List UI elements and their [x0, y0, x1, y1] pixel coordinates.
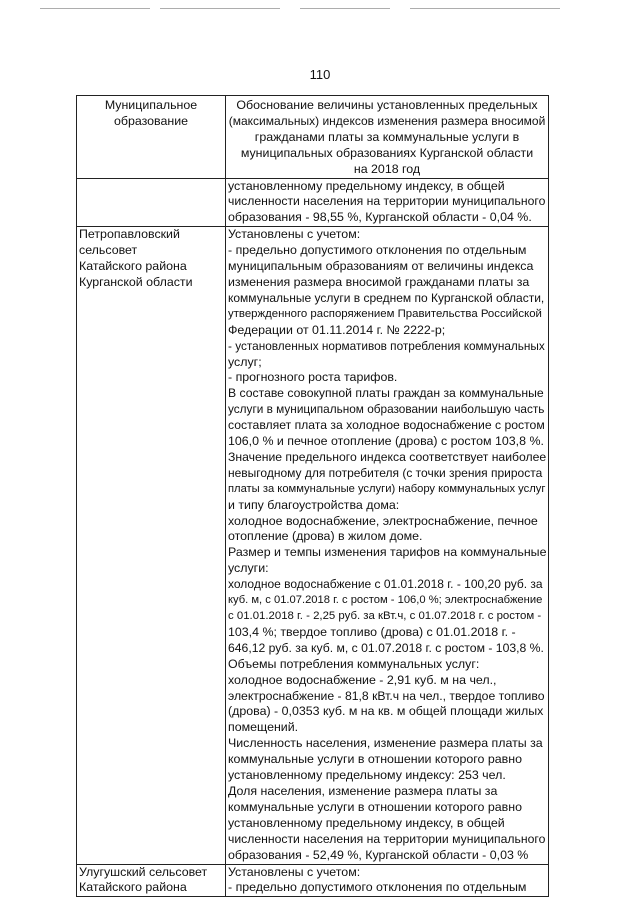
text-line: коммунальные услуги в отношении которого равно: [228, 752, 522, 767]
text-line: платы за коммунальные услуги) набору коммунальных услуг: [228, 482, 546, 495]
justification-cell: [226, 178, 549, 227]
text-line: коммунальные услуги в отношении которого равно: [228, 799, 522, 814]
text-line: установленному предельному индексу, в общей: [228, 815, 505, 830]
municipality-cell: [77, 227, 226, 864]
text-line: - прогнозного роста тарифов.: [228, 370, 398, 385]
text-line: гражданами платы за коммунальные услуги в: [254, 129, 520, 144]
text-line: образования - 52,49 %, Курганской области - 0,03 %: [228, 847, 529, 862]
text-line: с 01.01.2018 г. - 2,25 руб. за кВт.ч, с 01.07.2018 г. с ростом -: [228, 610, 542, 622]
text-line: Курганской области: [79, 274, 193, 289]
text-line: услуги в муниципальном образовании наибольшую часть: [228, 402, 545, 417]
text-line: куб. м, с 01.07.2018 г. с ростом - 106,0 %; электроснабжение: [228, 594, 543, 607]
text-line: Размер и темпы изменения тарифов на коммунальные: [228, 545, 547, 560]
header-municipality: [77, 96, 226, 179]
header-justification: [226, 96, 549, 179]
municipality-cell: [77, 178, 226, 227]
text-line: Установлены с учетом:: [228, 227, 361, 242]
text-line: Муниципальное: [104, 98, 198, 112]
text-line: Значение предельного индекса соответствует наиболее: [228, 449, 547, 464]
text-line: коммунальные услуги в среднем по Курганской области,: [228, 290, 545, 305]
text-line: 106,0 % и печное отопление (дрова) с ростом 103,8 %.: [228, 434, 544, 449]
text-line: на 2018 год: [353, 161, 421, 176]
scan-artifact-line: [410, 8, 560, 9]
justification-cell: [226, 227, 549, 864]
page-number: 110: [309, 67, 331, 82]
text-line: услуг;: [228, 354, 262, 369]
text-line: 103,4 %; твердое топливо (дрова) с 01.01.2018 г. -: [228, 624, 516, 639]
text-line: образование: [113, 113, 189, 128]
justification-table: [76, 95, 549, 897]
text-line: муниципальных образованиях Курганской области: [240, 145, 534, 160]
text-line: муниципальным образованиям от величины индекса: [228, 259, 534, 274]
text-line: отопление (дрова) в жилом доме.: [228, 529, 423, 544]
text-line: Численность населения, изменение размера платы за: [228, 736, 543, 751]
scan-artifact-line: [300, 8, 390, 9]
text-line: (дрова) - 0,0353 куб. м на кв. м общей площади жилых: [228, 704, 544, 719]
table-header-row: [77, 96, 549, 179]
text-line: - предельно допустимого отклонения по отдельным: [228, 243, 527, 258]
text-line: - установленных нормативов потребления коммунальных: [228, 338, 545, 353]
text-line: Объемы потребления коммунальных услуг:: [228, 656, 480, 671]
text-line: установленному предельному индексу: 253 чел.: [228, 768, 506, 783]
text-line: Федерации от 01.11.2014 г. № 2222-р;: [228, 322, 446, 337]
table-row: [77, 227, 549, 864]
text-line: - предельно допустимого отклонения по отдельным: [228, 880, 527, 895]
text-line: холодное водоснабжение, электроснабжение, печное: [228, 513, 538, 528]
text-line: и типу благоустройства дома:: [228, 497, 400, 512]
text-line: численности населения на территории муниципального: [228, 194, 546, 209]
text-line: холодное водоснабжение с 01.01.2018 г. - 100,20 руб. за: [228, 577, 543, 592]
text-line: услуги:: [228, 561, 269, 576]
municipality-cell: [77, 864, 226, 897]
text-line: Установлены с учетом:: [228, 864, 361, 879]
justification-cell: [226, 864, 549, 897]
text-line: образования - 98,55 %, Курганской области - 0,04 %.: [228, 210, 532, 225]
text-line: (максимальных) индексов изменения размера вносимой: [228, 113, 546, 128]
text-line: численности населения на территории муниципального: [228, 831, 546, 846]
text-line: составляет плата за холодное водоснабжение с ростом: [228, 418, 545, 433]
text-line: В составе совокупной платы граждан за коммунальные: [228, 386, 544, 401]
text-line: утвержденного распоряжением Правительства Российской: [228, 307, 542, 320]
text-line: Катайского района: [79, 259, 187, 274]
table-row: [77, 178, 549, 227]
text-line: Улугушский сельсовет: [79, 864, 208, 879]
text-line: невыгодному для потребителя (с точки зрения прироста: [228, 465, 543, 480]
text-line: установленному предельному индексу, в общей: [228, 178, 505, 193]
text-line: сельсовет: [79, 243, 138, 258]
text-line: 646,12 руб. за куб. м, с 01.07.2018 г. с ростом - 103,8 %.: [228, 640, 544, 655]
scan-artifact-line: [40, 8, 150, 9]
text-line: Доля населения, изменение размера платы за: [228, 783, 498, 798]
table-row: [77, 864, 549, 897]
text-line: электроснабжение - 81,8 кВт.ч на чел., твердое топливо: [228, 688, 545, 703]
text-line: холодное водоснабжение - 2,91 куб. м на чел.,: [228, 672, 497, 687]
text-line: изменения размера вносимой гражданами платы за: [228, 274, 530, 289]
text-line: помещений.: [228, 720, 299, 735]
text-line: Катайского района: [79, 880, 187, 895]
scan-artifact-line: [160, 8, 280, 9]
text-line: Петропавловский: [79, 227, 180, 242]
text-line: Обоснование величины установленных предельных: [236, 98, 538, 112]
